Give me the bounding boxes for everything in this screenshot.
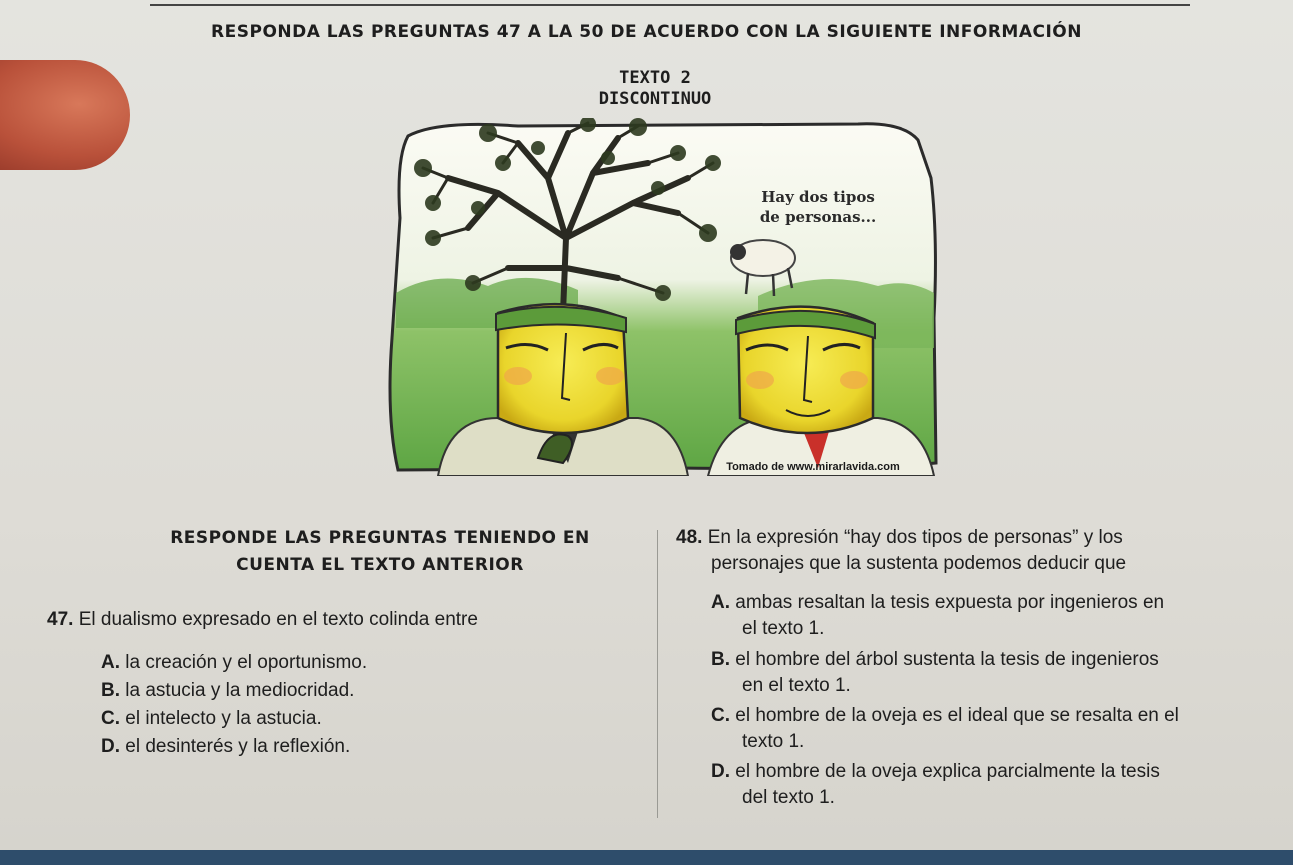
top-rule (150, 4, 1190, 6)
q47-option-b[interactable] (101, 678, 354, 704)
option-letter: C. (711, 705, 730, 726)
speech-line-1: Hay dos tipos (761, 188, 875, 206)
option-letter: C. (101, 708, 120, 729)
q47-option-c[interactable] (101, 706, 322, 732)
option-letter: B. (711, 649, 730, 670)
option-text: el desinterés y la reflexión. (125, 736, 351, 757)
option-letter: A. (101, 652, 120, 673)
instructions-line-1: RESPONDE LAS PREGUNTAS TENIENDO EN (170, 528, 590, 548)
q48-stem-row (676, 525, 1123, 551)
q47-number: 47. (47, 609, 74, 630)
text-type: DISCONTINUO (598, 89, 712, 109)
q48-stem-line-1: En la expresión “hay dos tipos de personas” y los (707, 527, 1123, 548)
q48-stem-line-2: personajes que la sustenta podemos deducir que (711, 553, 1127, 574)
q48-option-d-cont: del texto 1. (742, 787, 835, 808)
q48-option-b[interactable] (711, 647, 1159, 673)
q48-option-c[interactable] (711, 703, 1179, 729)
q48-option-c-cont: texto 1. (742, 731, 805, 752)
speech-line-2: de personas... (759, 208, 877, 226)
q48-number: 48. (676, 527, 703, 548)
option-letter: B. (101, 680, 120, 701)
option-text: el hombre de la oveja es el ideal que se resalta en el (735, 705, 1179, 726)
desk-edge (0, 850, 1293, 865)
option-letter: D. (101, 736, 120, 757)
option-text: el intelecto y la astucia. (125, 708, 322, 729)
column-divider (657, 530, 658, 818)
q48-option-b-cont: en el texto 1. (742, 675, 851, 696)
q47-option-d[interactable] (101, 734, 350, 760)
option-text: la astucia y la mediocridad. (125, 680, 355, 701)
instructions (100, 525, 660, 579)
q47-stem-row (47, 607, 478, 633)
text-label: TEXTO 2 (619, 68, 691, 88)
section-header: RESPONDA LAS PREGUNTAS 47 A LA 50 DE ACUERDO CON LA SIGUIENTE INFORMACIÓN (211, 22, 1082, 42)
q47-stem: El dualismo expresado en el texto colinda entre (78, 609, 478, 630)
option-letter: A. (711, 592, 730, 613)
comic-credit: Tomado de www.mirarlavida.com (726, 461, 900, 473)
q47-option-a[interactable] (101, 650, 367, 676)
q48-option-d[interactable] (711, 759, 1160, 785)
option-text: ambas resaltan la tesis expuesta por ingenieros en (735, 592, 1165, 613)
q48-option-a[interactable] (711, 590, 1164, 616)
q48-option-a-cont: el texto 1. (742, 618, 825, 639)
option-text: el hombre de la oveja explica parcialmente la tesis (735, 761, 1160, 782)
option-letter: D. (711, 761, 730, 782)
option-text: el hombre del árbol sustenta la tesis de ingenieros (735, 649, 1159, 670)
comic-illustration (378, 118, 943, 476)
option-text: la creación y el oportunismo. (125, 652, 368, 673)
instructions-line-2: CUENTA EL TEXTO ANTERIOR (236, 555, 524, 575)
